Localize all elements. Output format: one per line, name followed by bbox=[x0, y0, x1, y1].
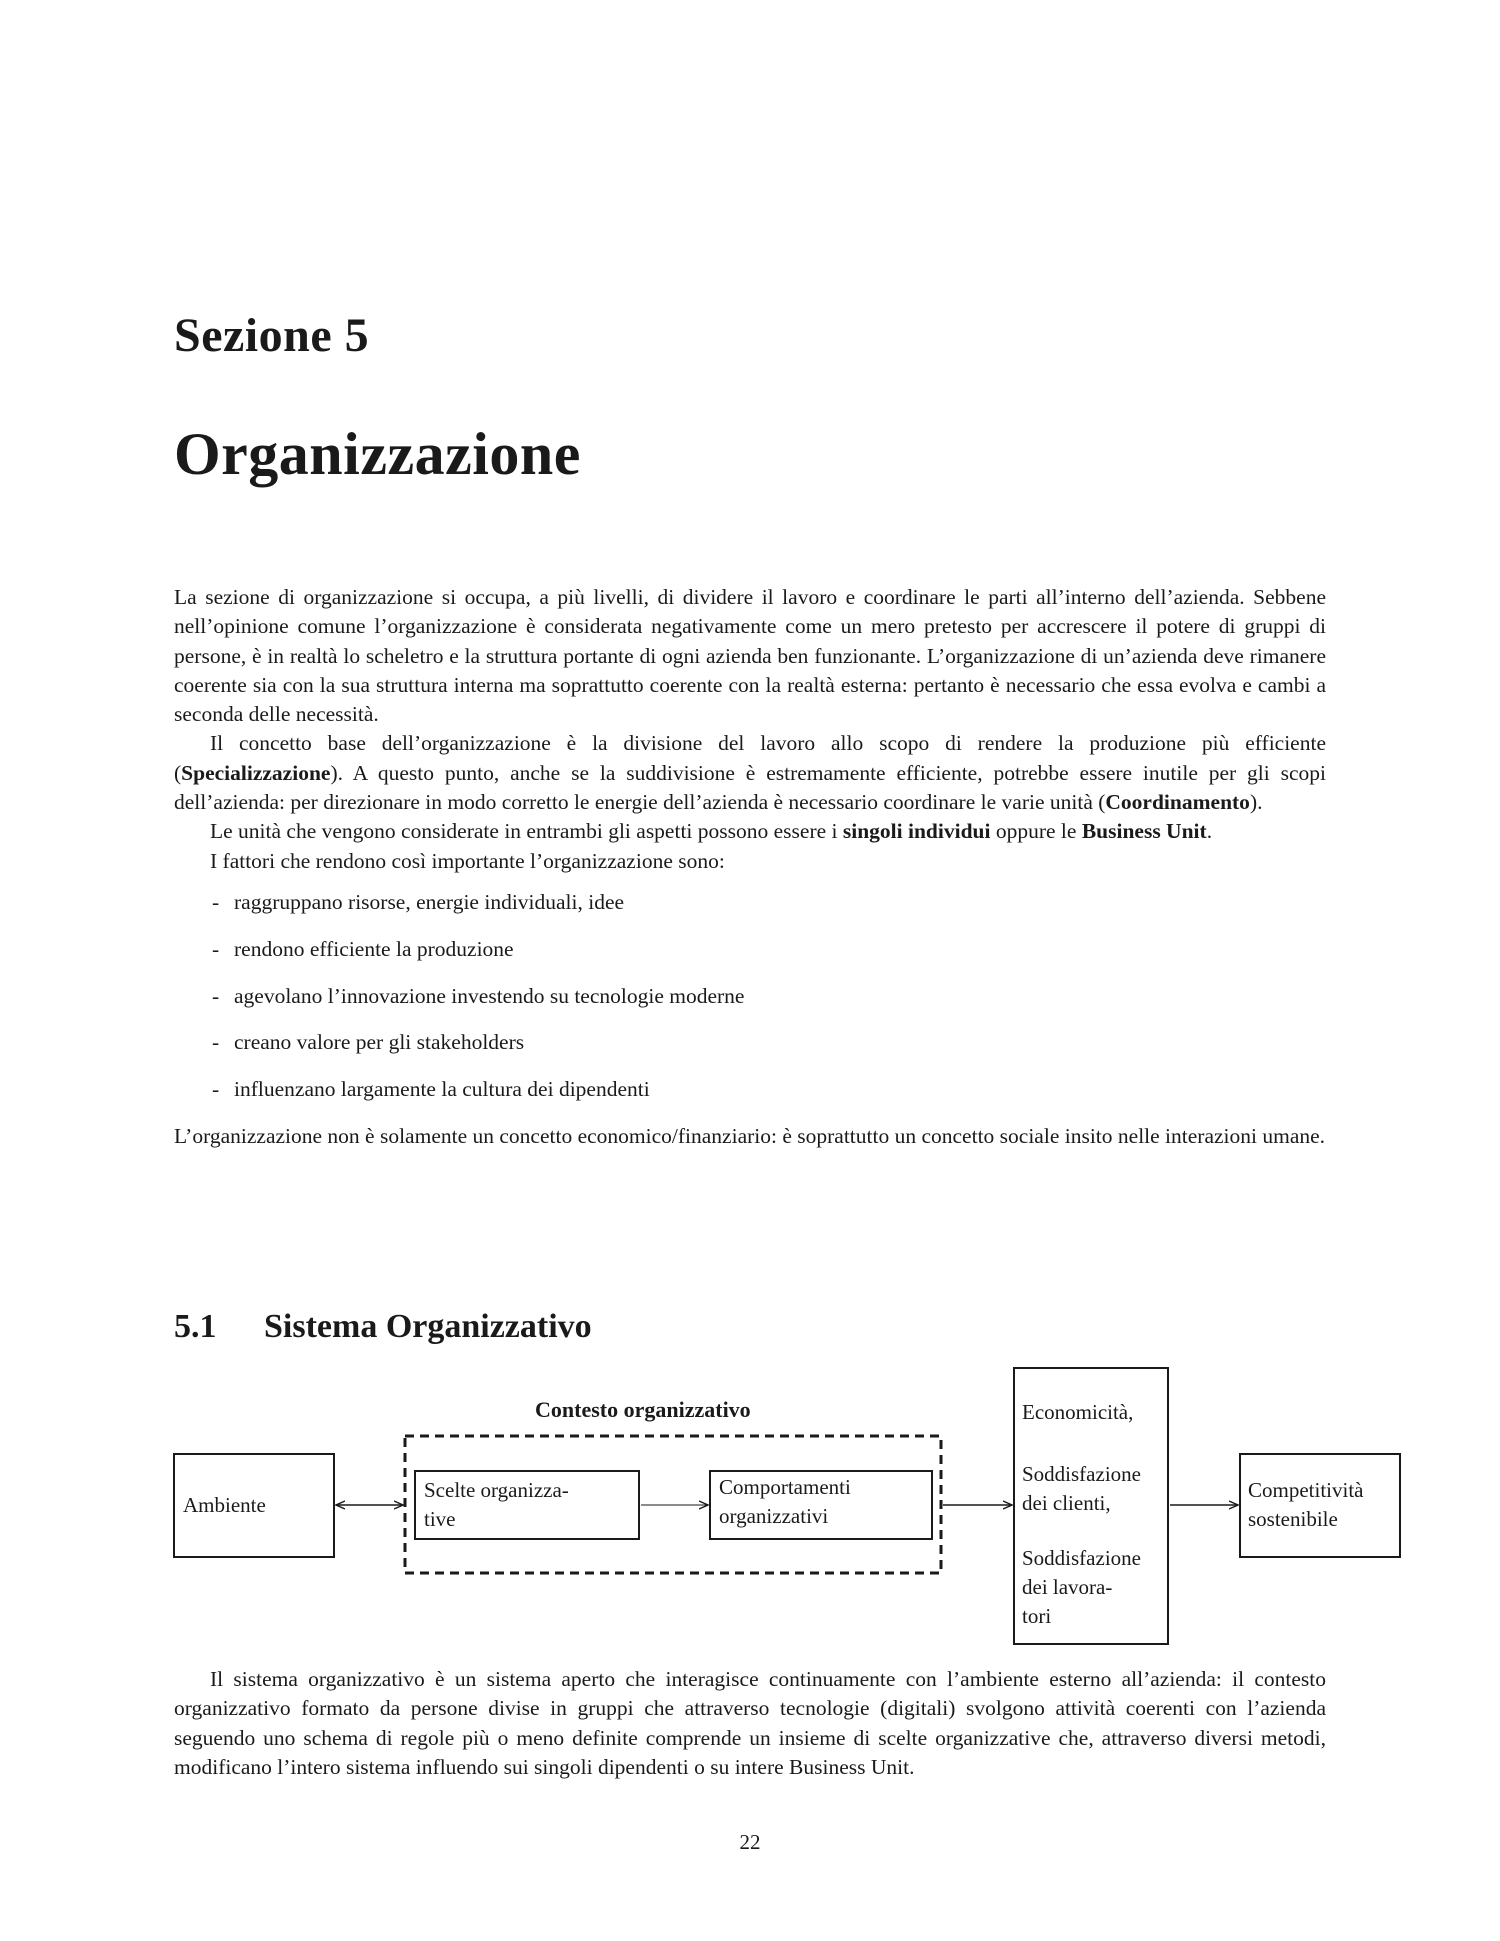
comportamenti-label-line: organizzativi bbox=[719, 1504, 829, 1528]
list-item-text: rendono efficiente la produzione bbox=[234, 936, 514, 961]
bullet-marker: - bbox=[212, 983, 220, 1008]
list-item-text: creano valore per gli stakeholders bbox=[234, 1030, 525, 1055]
competitivita-label-line: Competitività bbox=[1248, 1478, 1364, 1502]
intro-paragraph-2 bbox=[174, 729, 1326, 817]
outcome-clienti bbox=[1022, 1460, 1141, 1518]
scelte-label-line: Scelte organizza- bbox=[424, 1478, 569, 1502]
outcome-line: Soddisfazione bbox=[1022, 1546, 1141, 1570]
page-number: 22 bbox=[739, 1830, 761, 1854]
closing-text bbox=[174, 1665, 1326, 1782]
bold-term-singoli-individui: singoli individui bbox=[842, 819, 991, 844]
outcome-economicita: Economicità, bbox=[1022, 1400, 1134, 1424]
outcome-line: tori bbox=[1022, 1604, 1052, 1628]
intro-paragraph-4: I fattori che rendono così importante l’organizzazione sono: bbox=[210, 848, 725, 873]
comportamenti-label-line: Comportamenti bbox=[719, 1475, 851, 1499]
intro-paragraph-3 bbox=[174, 817, 1326, 846]
list-item-text: raggruppano risorse, energie individuali, idee bbox=[234, 889, 625, 914]
outcome-lavoratori bbox=[1022, 1544, 1141, 1631]
chapter-label: Sezione 5 bbox=[174, 309, 370, 362]
scelte-label-line: tive bbox=[424, 1507, 456, 1531]
organizational-system-diagram bbox=[0, 1360, 1500, 1660]
paragraph-text: Il concetto base dell’organizzazione è la divisione del lavoro allo scopo di rendere la produzione più efficiente ( bbox=[174, 731, 1326, 785]
competitivita-label-line: sostenibile bbox=[1248, 1507, 1338, 1531]
context-label: Contesto organizzativo bbox=[535, 1397, 751, 1422]
competitivita-label bbox=[1248, 1476, 1364, 1534]
closing-paragraph: Il sistema organizzativo è un sistema aperto che interagisce continuamente con l’ambiente esterno all’azienda: il contesto organizzativo formato da persone divise in gruppi che attraverso tecnologie (digitali) svolgono attività coerenti con l’azienda seguendo uno schema di regole più o meno definite comprende un insieme di scelte organizzative che, attraverso diversi metodi, modificano l’intero sistema influendo sui singoli dipendenti o su intere Business Unit. bbox=[174, 1667, 1326, 1779]
section-heading bbox=[174, 1308, 592, 1346]
paragraph-text: ). A questo punto, anche se la suddivisione è estremamente efficiente, potrebbe essere inutile per gli scopi dell’azienda: per direzionare in modo corretto le energie dell’azienda è necessario coordinare le varie unità ( bbox=[174, 760, 1326, 815]
bullet-marker: - bbox=[212, 1077, 220, 1102]
intro-paragraph-1: La sezione di organizzazione si occupa, a più livelli, di dividere il lavoro e coordinare le parti all’interno dell’azienda. Sebbene nell’opinione comune l’organizzazione è considerata negativamente come un mero pretesto per accrescere il potere di gruppi di persone, è in realtà lo scheletro e la struttura portante di ogni azienda ben funzionante. L’organizzazione di un’azienda deve rimanere coerente sia con la sua struttura interna ma soprattutto coerente con la realtà esterna: pertanto è necessario che essa evolva e cambi a seconda delle necessità. bbox=[174, 585, 1326, 727]
bullet-marker: - bbox=[212, 1030, 220, 1055]
section-number: 5.1 bbox=[174, 1308, 217, 1345]
bullet-marker: - bbox=[212, 889, 220, 914]
bold-term-coordinamento: Coordinamento bbox=[1105, 790, 1250, 815]
list-item bbox=[174, 1028, 1326, 1057]
outcome-line: dei lavora- bbox=[1022, 1575, 1113, 1599]
list-item bbox=[174, 1075, 1326, 1104]
intro-text bbox=[174, 583, 1326, 1151]
ambiente-label: Ambiente bbox=[183, 1493, 266, 1517]
outcome-line: dei clienti, bbox=[1022, 1491, 1111, 1515]
list-item-text: influenzano largamente la cultura dei dipendenti bbox=[234, 1077, 650, 1102]
list-item-text: agevolano l’innovazione investendo su tecnologie moderne bbox=[234, 983, 745, 1008]
intro-paragraph-5: L’organizzazione non è solamente un concetto economico/finanziario: è soprattutto un concetto sociale insito nelle interazioni umane. bbox=[174, 1123, 1326, 1148]
list-item bbox=[174, 982, 1326, 1011]
section-title: Sistema Organizzativo bbox=[264, 1308, 592, 1345]
bullet-marker: - bbox=[212, 936, 220, 961]
bold-term-specializzazione: Specializzazione bbox=[181, 760, 331, 785]
paragraph-text: oppure le bbox=[990, 819, 1082, 844]
list-item bbox=[174, 935, 1326, 964]
paragraph-text: Le unità che vengono considerate in entrambi gli aspetti possono essere i bbox=[210, 819, 843, 844]
comportamenti-label bbox=[719, 1473, 851, 1531]
outcome-line: Soddisfazione bbox=[1022, 1462, 1141, 1486]
chapter-title: Organizzazione bbox=[174, 421, 581, 487]
bold-term-business-unit: Business Unit bbox=[1081, 819, 1207, 844]
list-item bbox=[174, 888, 1326, 917]
paragraph-text: . bbox=[1206, 819, 1213, 844]
scelte-label bbox=[424, 1476, 569, 1534]
paragraph-text: ). bbox=[1249, 790, 1263, 815]
factors-list bbox=[174, 888, 1326, 1104]
